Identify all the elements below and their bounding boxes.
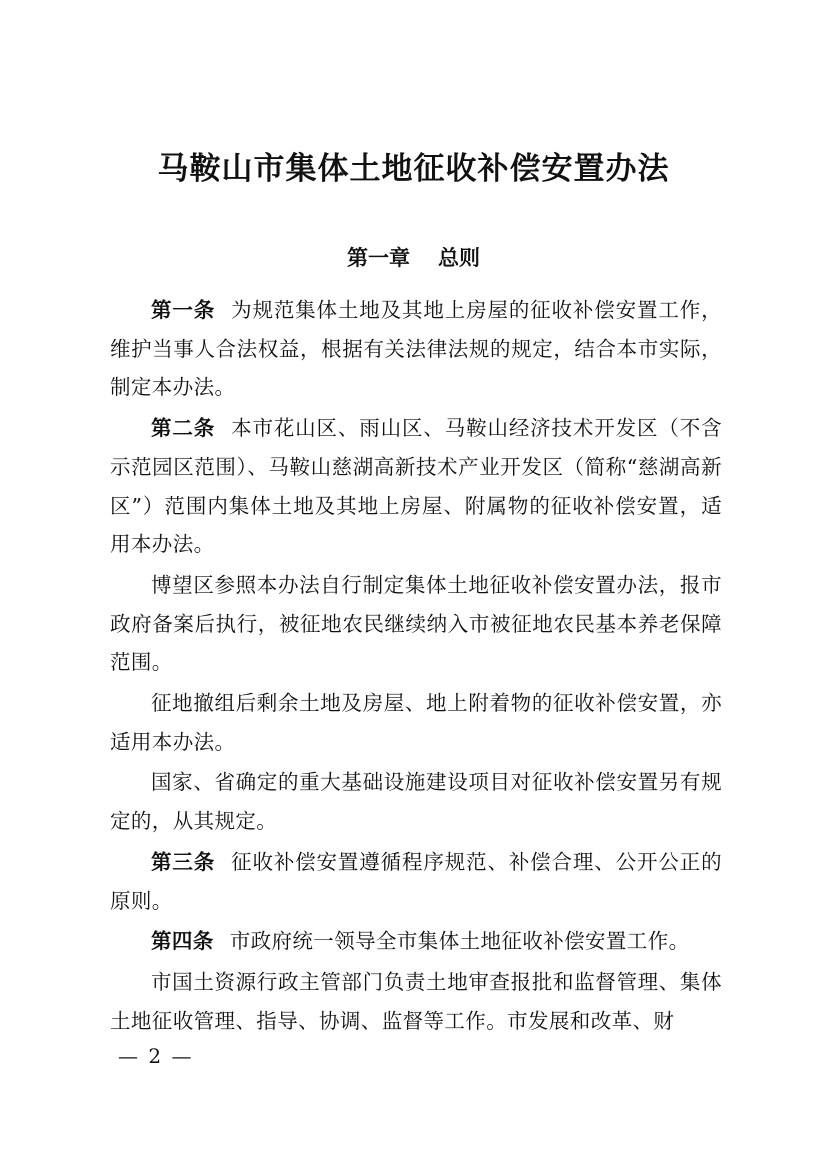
paragraph bbox=[110, 566, 722, 682]
paragraph bbox=[110, 684, 722, 761]
paragraph bbox=[110, 291, 722, 407]
paragraph-text: 本市花山区、雨山区、马鞍山经济技术开发区（不含示范园区范围）、马鞍山慈湖高新技术产业开发区（简称“慈湖高新区”）范围内集体土地及其地上房屋、附属物的征收补偿安置，适用本办法。 bbox=[110, 416, 722, 557]
paragraph bbox=[110, 922, 722, 961]
paragraph-text: 国家、省确定的重大基础设施建设项目对征收补偿安置另有规定的，从其规定。 bbox=[110, 770, 722, 834]
paragraph bbox=[110, 843, 722, 920]
paragraph-text: 市国土资源行政主管部门负责土地审查报批和监督管理、集体土地征收管理、指导、协调、监督等工作。市发展和改革、财 bbox=[110, 969, 722, 1033]
chapter-name: 总则 bbox=[438, 246, 480, 270]
document-body bbox=[110, 291, 722, 1042]
article-label: 第四条 bbox=[151, 929, 214, 954]
paragraph bbox=[110, 409, 722, 564]
chapter-number: 第一章 bbox=[347, 246, 410, 270]
paragraph bbox=[110, 763, 722, 840]
paragraph-text: 征地撤组后剩余土地及房屋、地上附着物的征收补偿安置，亦适用本办法。 bbox=[110, 691, 722, 754]
article-label: 第二条 bbox=[151, 416, 216, 441]
article-label: 第三条 bbox=[151, 849, 216, 874]
page-number: — 2 — bbox=[118, 1044, 194, 1068]
document-title: 马鞍山市集体土地征收补偿安置办法 bbox=[157, 151, 670, 187]
paragraph bbox=[110, 963, 722, 1040]
paragraph-text: 市政府统一领导全市集体土地征收补偿安置工作。 bbox=[229, 929, 690, 954]
paragraph-text: 为规范集体土地及其地上房屋的征收补偿安置工作，维护当事人合法权益，根据有关法律法规的规定，结合本市实际，制定本办法。 bbox=[110, 298, 722, 400]
paragraph-text: 征收补偿安置遵循程序规范、补偿合理、公开公正的原则。 bbox=[110, 849, 722, 913]
article-label: 第一条 bbox=[151, 298, 216, 322]
paragraph-text: 博望区参照本办法自行制定集体土地征收补偿安置办法，报市政府备案后执行，被征地农民继续纳入市被征地农民基本养老保障范围。 bbox=[110, 572, 722, 675]
chapter-heading bbox=[0, 242, 827, 272]
